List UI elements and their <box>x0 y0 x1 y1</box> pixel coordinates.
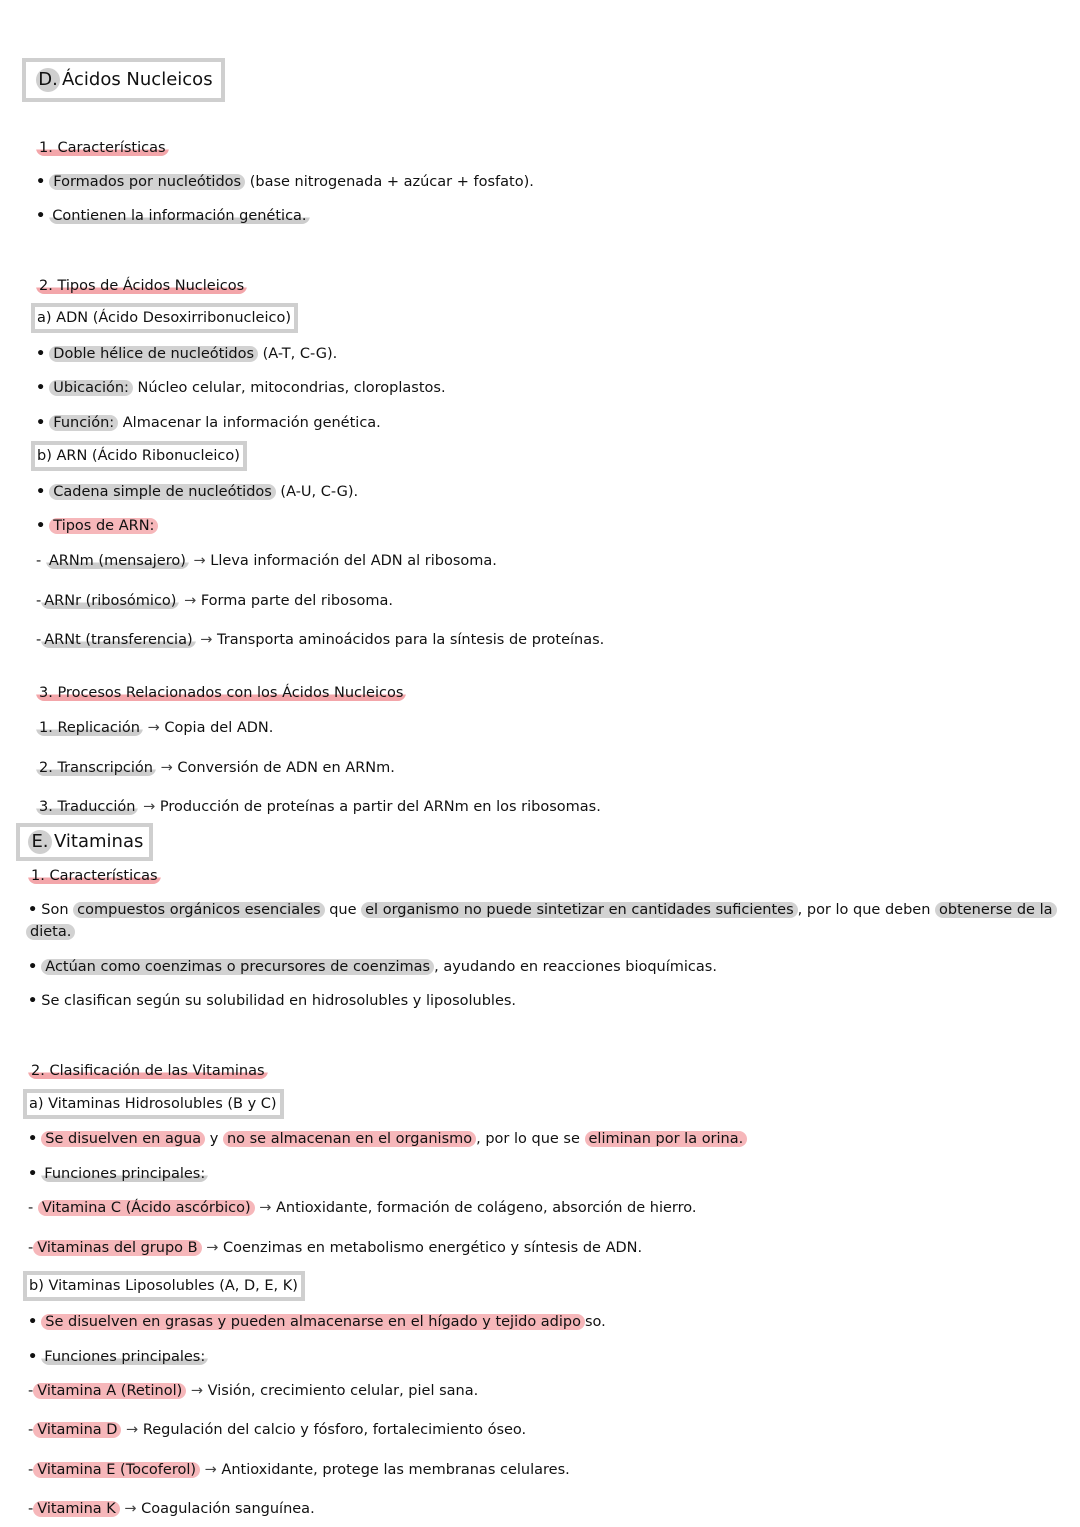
section-e-title <box>16 823 153 861</box>
arrow-icon: → <box>204 1462 217 1478</box>
d-car-bullet-1: • Formados por nucleótidos (base nitrogenada + azúcar + fosfato). <box>36 174 534 190</box>
e-car-bullet-1: • Son compuestos orgánicos esenciales que el organismo no puede sintetizar en cantidades suficientes , por lo que deben obtenerse de la <box>28 900 1057 920</box>
vitamina-d-line: - Vitamina D → Regulación del calcio y fósforo, fortalecimiento óseo. <box>28 1422 527 1438</box>
lipo-bullet-2: • Funciones principales: <box>28 1347 208 1367</box>
bullet: • <box>36 484 46 500</box>
d-procesos-heading: 3. Procesos Relacionados con los Ácidos Nucleicos <box>36 683 406 703</box>
adn-bullet-1: • Doble hélice de nucleótidos (A-T, C-G). <box>36 346 338 362</box>
e-caracteristicas-heading: 1. Características <box>28 866 161 886</box>
bullet: • <box>36 174 46 190</box>
proceso-1: 1. Replicación → Copia del ADN. <box>36 718 273 738</box>
arrow-icon: → <box>126 1422 139 1438</box>
vitamina-k-line: - Vitamina K → Coagulación sanguínea. <box>28 1501 315 1517</box>
arnm-line: - ARNm (mensajero) → Lleva información del ADN al ribosoma. <box>36 553 497 569</box>
bullet: • <box>28 1166 38 1182</box>
section-d-letter: D. <box>36 68 60 92</box>
e-car-bullet-3: • Se clasifican según su solubilidad en hidrosolubles y liposolubles. <box>28 993 517 1009</box>
hidro-bullet-2: • Funciones principales: <box>28 1164 208 1184</box>
arrow-icon: → <box>147 720 160 736</box>
arrow-icon: → <box>160 760 173 776</box>
proceso-3: 3. Traducción → Producción de proteínas a partir del ARNm en los ribosomas. <box>36 797 601 817</box>
arrow-icon: → <box>143 799 156 815</box>
arnt-line: - ARNt (transferencia) → Transporta aminoácidos para la síntesis de proteínas. <box>36 632 605 648</box>
arrow-icon: → <box>206 1240 219 1256</box>
arrow-icon: → <box>184 593 197 609</box>
d-tipos-heading: 2. Tipos de Ácidos Nucleicos <box>36 276 247 296</box>
bullet: • <box>28 902 38 918</box>
arrow-icon: → <box>193 553 206 569</box>
section-d-title-text: Ácidos Nucleicos <box>62 69 213 90</box>
arnr-line: - ARNr (ribosómico) → Forma parte del ribosoma. <box>36 593 393 609</box>
bullet: • <box>36 346 46 362</box>
section-d-title <box>22 58 225 102</box>
bullet: • <box>28 1131 38 1147</box>
arrow-icon: → <box>259 1200 272 1216</box>
bullet: • <box>36 415 46 431</box>
bullet: • <box>36 518 46 534</box>
vitamina-a-line: - Vitamina A (Retinol) → Visión, crecimiento celular, piel sana. <box>28 1383 479 1399</box>
arn-bullet-1: • Cadena simple de nucleótidos (A-U, C-G). <box>36 484 359 500</box>
e-clasificacion-heading: 2. Clasificación de las Vitaminas <box>28 1061 268 1081</box>
adn-bullet-3: • Función: Almacenar la información genética. <box>36 415 381 431</box>
bullet: • <box>28 1349 38 1365</box>
hidro-bullet-1: • Se disuelven en agua y no se almacenan en el organismo , por lo que se eliminan por la orina. <box>28 1129 747 1149</box>
lipo-bullet-1: • Se disuelven en grasas y pueden almacenarse en el hígado y tejido adipo so. <box>28 1314 606 1330</box>
proceso-2: 2. Transcripción → Conversión de ADN en ARNm. <box>36 758 395 778</box>
vitamina-e-line: - Vitamina E (Tocoferol) → Antioxidante, protege las membranas celulares. <box>28 1462 570 1478</box>
bullet: • <box>28 993 38 1009</box>
arrow-icon: → <box>124 1501 137 1517</box>
liposolubles-box: b) Vitaminas Liposolubles (A, D, E, K) <box>23 1271 305 1301</box>
arn-bullet-2: • Tipos de ARN: <box>36 516 158 536</box>
adn-bullet-2: • Ubicación: Núcleo celular, mitocondrias, cloroplastos. <box>36 380 446 396</box>
bullet: • <box>28 1314 38 1330</box>
section-e-letter: E. <box>28 830 52 854</box>
bullet: • <box>36 380 46 396</box>
d-caracteristicas-heading: 1. Características <box>36 138 169 158</box>
arrow-icon: → <box>190 1383 204 1399</box>
adn-box: a) ADN (Ácido Desoxirribonucleico) <box>31 303 298 333</box>
hidrosolubles-box: a) Vitaminas Hidrosolubles (B y C) <box>23 1089 284 1119</box>
e-car-bullet-1-cont: dieta. <box>26 922 75 942</box>
section-e-title-text: Vitaminas <box>54 831 144 852</box>
arn-box: b) ARN (Ácido Ribonucleico) <box>31 441 247 471</box>
vitamina-b-line: - Vitaminas del grupo B → Coenzimas en metabolismo energético y síntesis de ADN. <box>28 1240 643 1256</box>
bullet: • <box>28 959 38 975</box>
e-car-bullet-2: • Actúan como coenzimas o precursores de coenzimas , ayudando en reacciones bioquímicas. <box>28 959 717 975</box>
arrow-icon: → <box>200 632 213 648</box>
vitamina-c-line: - Vitamina C (Ácido ascórbico) → Antioxidante, formación de colágeno, absorción de hierro. <box>28 1200 697 1216</box>
d-car-bullet-2: • Contienen la información genética. <box>36 206 310 226</box>
bullet: • <box>36 208 46 224</box>
